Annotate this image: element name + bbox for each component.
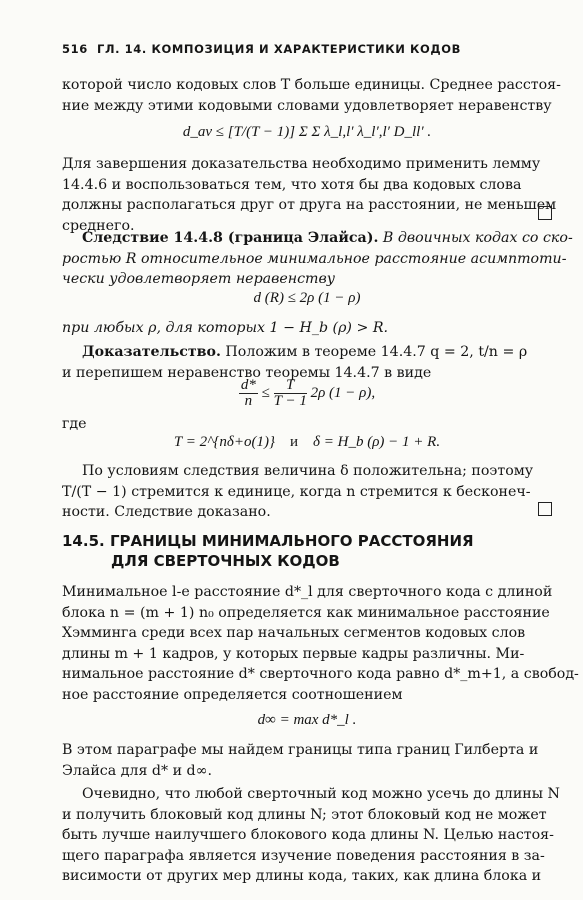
running-title: ГЛ. 14. КОМПОЗИЦИЯ И ХАРАКТЕРИСТИКИ КОДОВ bbox=[97, 42, 461, 56]
text-line: Минимальное l-е расстояние d*_l для сверточного кода с длиной bbox=[62, 584, 553, 600]
running-header bbox=[62, 42, 461, 56]
text-line: висимости от других мер длины кода, таких, как длина блока и bbox=[62, 868, 542, 884]
equation-bound-fraction bbox=[62, 378, 552, 409]
qed-box bbox=[538, 206, 552, 220]
page-number: 516 bbox=[62, 42, 88, 56]
text-line: ности. Следствие доказано. bbox=[62, 504, 271, 520]
paragraph-definition bbox=[62, 582, 579, 705]
text-line: которой число кодовых слов T больше единицы. Среднее расстоя- bbox=[62, 77, 561, 93]
equation-tail: 2ρ (1 − ρ), bbox=[310, 384, 376, 401]
corollary-elias-bound bbox=[62, 228, 573, 290]
proof-label: Доказательство. bbox=[82, 344, 221, 360]
text-line: Элайса для d* и d∞. bbox=[62, 762, 212, 779]
paragraph-goal bbox=[62, 740, 552, 781]
text-line: По условиям следствия величина δ положительна; поэтому bbox=[82, 463, 534, 479]
text-line: длины m + 1 кадров, у которых первые кадры различны. Ми- bbox=[62, 645, 525, 662]
paragraph-proof-end bbox=[62, 154, 557, 236]
equation-elias: d (R) ≤ 2ρ (1 − ρ) bbox=[253, 290, 361, 306]
paragraph-truncation bbox=[62, 784, 560, 887]
text-line: Очевидно, что любой сверточный код можно усечь до длины N bbox=[82, 786, 560, 802]
equation-T: T = 2^{nδ+o(1)} bbox=[173, 434, 276, 450]
qed-box bbox=[538, 502, 552, 516]
text-line: ное расстояние определяется соотношением bbox=[62, 686, 403, 703]
section-title-line1: ГРАНИЦЫ МИНИМАЛЬНОГО РАССТОЯНИЯ bbox=[109, 532, 474, 550]
corollary-condition: при любых ρ, для которых 1 − H_b (ρ) > R. bbox=[62, 320, 389, 336]
text-line: В двоичных кодах со ско- bbox=[382, 230, 573, 246]
section-heading bbox=[62, 531, 474, 551]
text-line: блока n = (m + 1) n₀ определяется как минимальное расстояние bbox=[62, 604, 550, 621]
text-line: Положим в теореме 14.4.7 q = 2, t/n = ρ bbox=[225, 344, 528, 360]
text-line: щего параграфа является изучение поведения расстояния в за- bbox=[62, 847, 545, 864]
paragraph-intro bbox=[62, 75, 561, 116]
text-line: быть лучше наилучшего блокового кода длины N. Целью настоя- bbox=[62, 827, 554, 843]
proof-paragraph bbox=[62, 342, 552, 383]
equation-definitions bbox=[62, 434, 552, 451]
text-line: нимальное расстояние d* сверточного кода равно d*_m+1, а свобод- bbox=[62, 666, 579, 682]
text-line: чески удовлетворяет неравенству bbox=[62, 271, 335, 287]
paragraph-proof-conclusion bbox=[62, 461, 552, 523]
text-line: должны располагаться друг от друга на расстоянии, не меньшем bbox=[62, 197, 557, 213]
section-heading-line2: ДЛЯ СВЕРТОЧНЫХ КОДОВ bbox=[111, 552, 340, 570]
text-line: ростью R относительное минимальное расстояние асимптоти- bbox=[62, 250, 567, 267]
text-line: и перепишем неравенство теоремы 14.4.7 в виде bbox=[62, 364, 432, 381]
text-line: среднего. bbox=[62, 217, 135, 234]
text-line: ние между этими кодовыми словами удовлетворяет неравенству bbox=[62, 97, 552, 114]
text-line: T/(T − 1) стремится к единице, когда n стремится к бесконеч- bbox=[62, 483, 531, 500]
text-line: Для завершения доказательства необходимо применить лемму bbox=[62, 156, 541, 172]
equation-free-distance: d∞ = max d*_l . bbox=[257, 712, 357, 728]
corollary-label: Следствие 14.4.8 (граница Элайса). bbox=[82, 230, 379, 246]
section-number: 14.5. bbox=[62, 532, 105, 550]
fraction-numerator: T bbox=[274, 378, 307, 394]
conjunction: и bbox=[290, 434, 299, 450]
fraction-denominator: n bbox=[244, 393, 253, 409]
fraction-denominator: T − 1 bbox=[273, 393, 307, 409]
fraction-numerator: d* bbox=[240, 377, 256, 393]
text-line: Хэмминга среди всех пар начальных сегментов кодовых слов bbox=[62, 625, 526, 641]
text-line: 14.4.6 и воспользоваться тем, что хотя бы два кодовых слова bbox=[62, 176, 522, 193]
relation-sign: ≤ bbox=[261, 384, 270, 401]
text-line: и получить блоковый код длины N; этот блоковый код не может bbox=[62, 806, 547, 823]
where-word: где bbox=[62, 416, 87, 432]
text-line: В этом параграфе мы найдем границы типа границ Гилберта и bbox=[62, 742, 539, 758]
equation-delta: δ = H_b (ρ) − 1 + R. bbox=[313, 434, 441, 450]
equation-average-distance: d_av ≤ [T/(T − 1)] Σ Σ λ_l,l′ λ_l′,l′ D_ll′ . bbox=[182, 124, 432, 140]
